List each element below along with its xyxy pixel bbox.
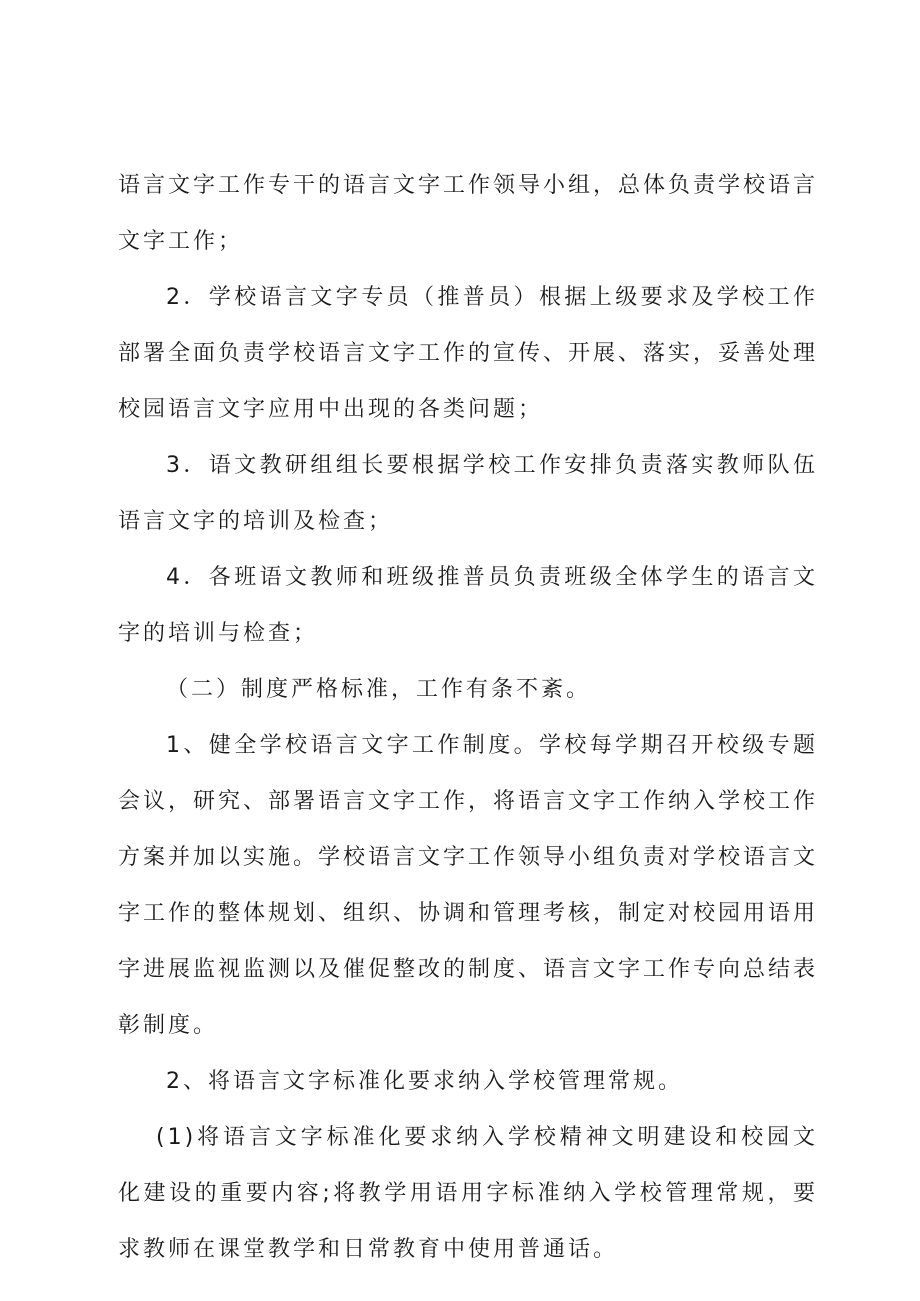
paragraph-5: （二）制度严格标准，工作有条不紊。: [166, 677, 592, 702]
paragraph-2: 2．学校语言文字专员（推普员）根据上级要求及学校工作部署全面负责学校语言文字工作的宣传、开展、落实，妥善处理校园语言文字应用中出现的各类问题；: [118, 285, 819, 422]
paragraph-8: (1)将语言文字标准化要求纳入学校精神文明建设和校园文化建设的重要内容;将教学用语用字标准纳入学校管理常规，要求教师在课堂教学和日常教育中使用普通话。: [118, 1125, 818, 1262]
paragraph-1: 语言文字工作专干的语言文字工作领导小组，总体负责学校语言文字工作；: [118, 173, 819, 254]
paragraph-3: 3．语文教研组组长要根据学校工作安排负责落实教师队伍语言文字的培训及检查；: [118, 453, 818, 534]
paragraph-4: 4．各班语文教师和班级推普员负责班级全体学生的语言文字的培训与检查；: [118, 565, 818, 646]
document-body: [118, 158, 818, 1278]
paragraph-6: 1、健全学校语言文字工作制度。学校每学期召开校级专题会议，研究、部署语言文字工作，将语言文字工作纳入学校工作方案并加以实施。学校语言文字工作领导小组负责对学校语言文字工作的整体规划、组织、协调和管理考核，制定对校园用语用字进展监视监测以及催促整改的制度、语言文字工作专向总结表彰制度。: [118, 733, 819, 1038]
paragraph-7: 2、将语言文字标准化要求纳入学校管理常规。: [166, 1069, 683, 1094]
